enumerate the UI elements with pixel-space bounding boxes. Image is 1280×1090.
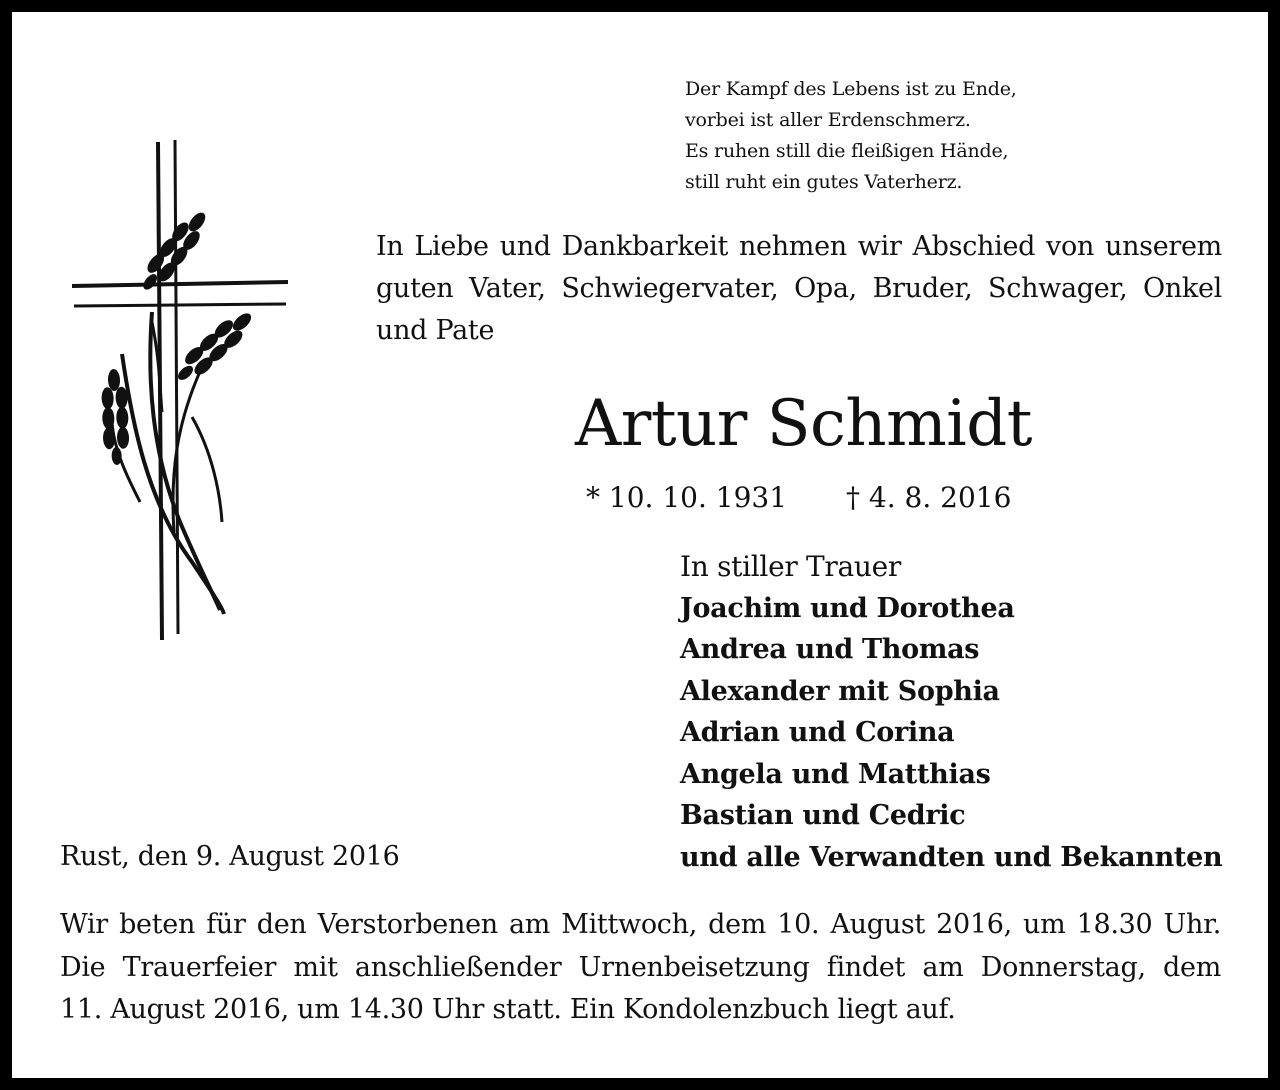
service-info-line: Die Trauerfeier mit anschließender Urnenbeisetzung findet am Donnerstag, dem (60, 951, 1221, 983)
birth-date: * 10. 10. 1931 (586, 481, 788, 514)
mourner-entry: Adrian und Corina (680, 717, 955, 748)
service-info-line: 11. August 2016, um 14.30 Uhr statt. Ein Kondolenzbuch liegt auf. (60, 994, 956, 1025)
mourners-list (680, 546, 1222, 878)
service-info-line: Wir beten für den Verstorbenen am Mittwoch, dem 10. August 2016, um 18.30 Uhr. (60, 909, 1221, 940)
obituary-notice (12, 12, 1268, 1078)
mourner-entry: und alle Verwandten und Bekannten (680, 841, 1223, 873)
mourner-entry: Bastian und Cedric (680, 800, 966, 831)
intro-line: guten Vater, Schwiegervater, Opa, Bruder, Schwager, Onkel (376, 273, 1222, 304)
mourner-entry: Andrea und Thomas (680, 634, 980, 665)
mourner-entry: Alexander mit Sophia (680, 675, 1000, 707)
poem-line: vorbei ist aller Erdenschmerz. (685, 109, 971, 131)
poem (685, 74, 1017, 198)
deceased-name: Artur Schmidt (575, 387, 1032, 461)
cross-with-wheat-icon (52, 122, 292, 642)
poem-line: Es ruhen still die fleißigen Hände, (685, 140, 1009, 162)
intro-line: In Liebe und Dankbarkeit nehmen wir Abschied von unserem (376, 231, 1222, 262)
intro-text (376, 226, 1222, 352)
mourner-entry: Angela und Matthias (680, 758, 991, 790)
mourner-entry: Joachim und Dorothea (680, 592, 1015, 624)
poem-line: Der Kampf des Lebens ist zu Ende, (685, 78, 1017, 100)
service-info (60, 904, 1221, 1032)
mourners-heading: In stiller Trauer (680, 550, 901, 583)
place-date: Rust, den 9. August 2016 (60, 841, 400, 872)
intro-line: und Pate (376, 315, 495, 346)
poem-line: still ruht ein gutes Vaterherz. (685, 171, 963, 193)
death-date: † 4. 8. 2016 (846, 481, 1012, 514)
